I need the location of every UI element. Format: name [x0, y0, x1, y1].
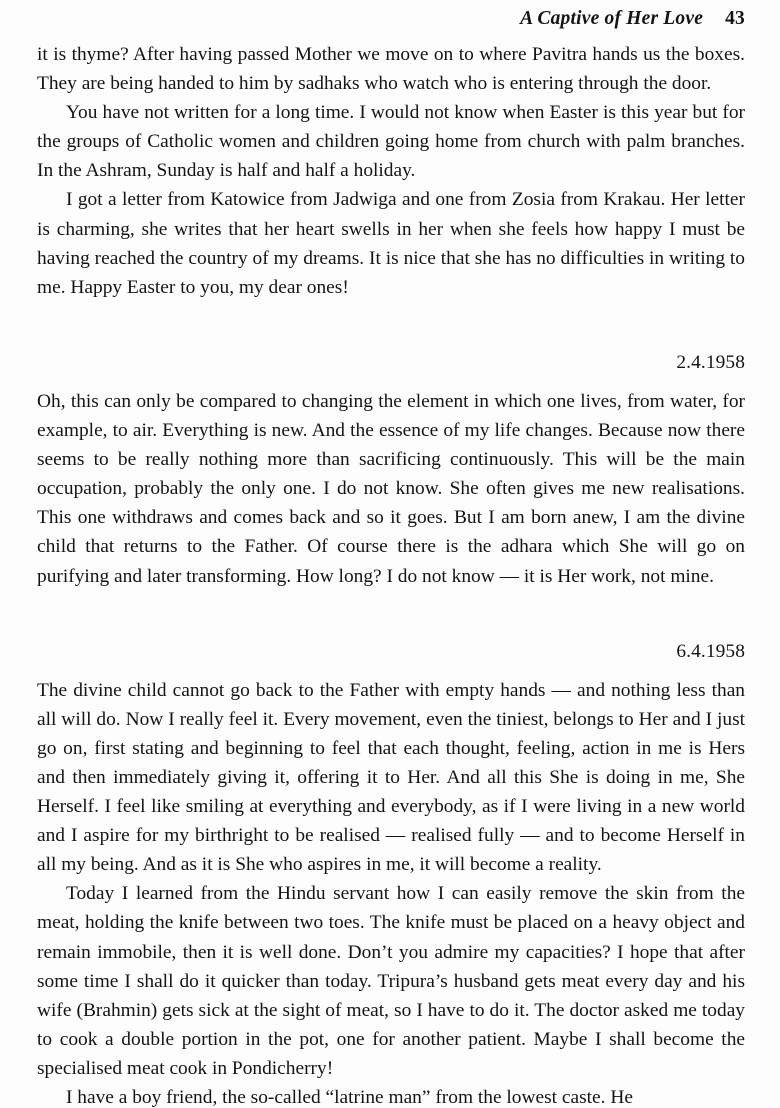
running-head-title: A Captive of Her Love	[520, 8, 704, 29]
section-spacer	[37, 302, 745, 348]
page-number: 43	[725, 8, 745, 29]
paragraph-group	[37, 676, 745, 1108]
running-head	[37, 0, 745, 40]
paragraph: You have not written for a long time. I would not know when Easter is this year but for the groups of Catholic women and children going home from church with palm branches. In the Ashram, Sunday is half and half a holiday.	[37, 102, 745, 182]
paragraph-group	[37, 387, 745, 591]
page-body-text	[37, 40, 745, 1108]
section-spacer	[37, 377, 745, 387]
page-content-column	[37, 0, 745, 1108]
paragraph-group	[37, 40, 745, 302]
paragraph: I have a boy friend, the so-called “latrine man” from the lowest caste. He	[66, 1087, 633, 1108]
paragraph: Today I learned from the Hindu servant how I can easily remove the skin from the meat, holding the knife between two toes. The knife must be placed on a heavy object and remain immobile, then it is well done. Don’t you admire my capacities? I hope that after some time I shall do it quicker than today. Tripura’s husband gets meat every day and his wife (Brahmin) gets sick at the sight of meat, so I have to do it. The doctor asked me today to cook a double portion in the pot, one for another patient. Maybe I shall become the specialised meat cook in Pondicherry!	[37, 883, 745, 1079]
section-spacer	[37, 666, 745, 676]
paragraph: it is thyme? After having passed Mother we move on to where Pavitra hands us the boxes. They are being handed to him by sadhaks who watch who is entering through the door.	[37, 44, 745, 95]
paragraph: Oh, this can only be compared to changing the element in which one lives, from water, for example, to air. Everything is new. And the essence of my life changes. Because now there seems to be really nothing more than sacrificing continuously. This will be the main occupation, probably the only one. I do not know. She often gives me new realisations. This one withdraws and comes back and so it goes. But I am born anew, I am the divine child that returns to the Father. Of course there is the adhara which She will go on purifying and later transforming. How long? I do not know — it is Her work, not mine.	[37, 390, 745, 587]
entry-date: 6.4.1958	[676, 640, 745, 662]
entry-date: 2.4.1958	[676, 351, 745, 373]
section-spacer	[37, 591, 745, 637]
paragraph: The divine child cannot go back to the Father with empty hands — and nothing less than all will do. Now I really feel it. Every movement, even the tiniest, belongs to Her and I just go on, first stating and beginning to feel that each thought, feeling, action in me is Hers and then immediately giving it, offering it to Her. And all this She is doing in me, She Herself. I feel like smiling at everything and everybody, as if I were living in a new world and I aspire for my birthright to be realised — realised fully — and to become Herself in all my being. And as it is She who aspires in me, it will become a reality.	[37, 679, 745, 876]
paragraph: I got a letter from Katowice from Jadwiga and one from Zosia from Krakau. Her letter is charming, she writes that her heart swells in her when she feels how happy I must be having reached the country of my dreams. It is nice that she has no difficulties in writing to me. Happy Easter to you, my dear ones!	[37, 189, 745, 298]
